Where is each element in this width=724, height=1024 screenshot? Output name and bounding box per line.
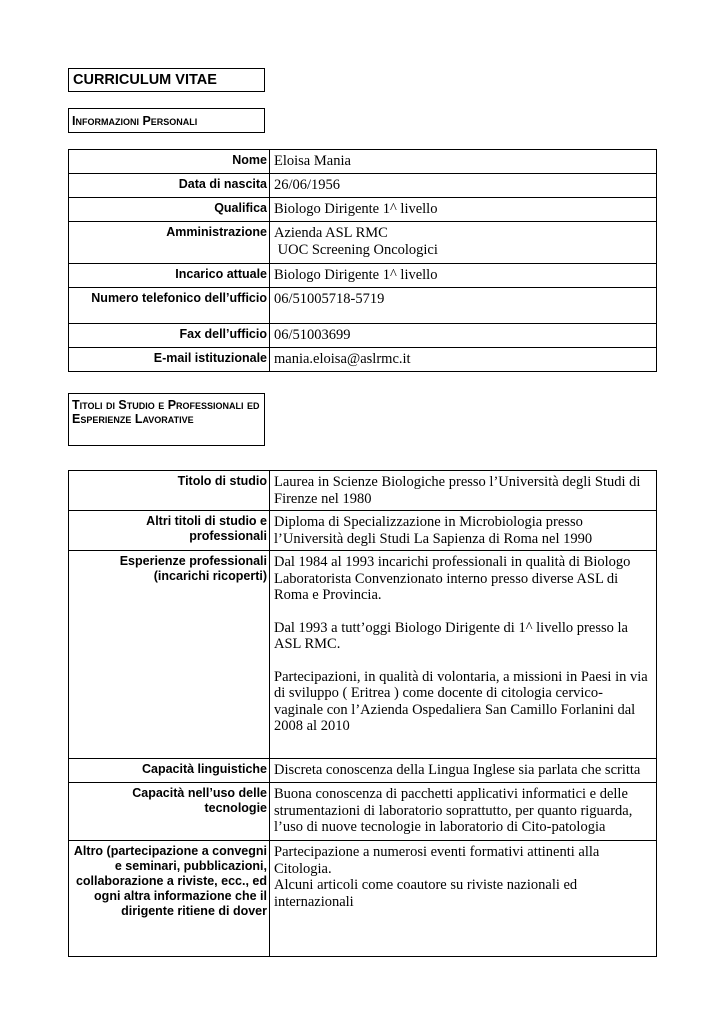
row-value [270,841,657,957]
table-row [69,174,657,198]
table-row [69,198,657,222]
row-label: Altro (partecipazione a convegni e seminari, pubblicazioni, collaborazione a riviste, ecc., ed ogni altra informazione che il dirigente ritiene di dover [69,841,270,957]
table-row [69,222,657,264]
value-line: Azienda ASL RMC [274,225,388,241]
table-row [69,324,657,348]
row-label: Capacità linguistiche [69,759,270,783]
table-row [69,471,657,511]
row-label: Fax dell’ufficio [69,324,270,348]
row-value: Buona conoscenza di pacchetti applicativi informatici e delle strumentazioni di laboratorio soprattutto, per quanto riguarda, l’uso di nuove tecnologie in laboratorio di Cito-patologia [270,783,657,841]
row-value [270,222,657,264]
table-row [69,511,657,551]
table-row [69,841,657,957]
row-label: Esperienze professionali (incarichi ricoperti) [69,551,270,759]
row-label: Altri titoli di studio e professionali [69,511,270,551]
row-value: Eloisa Mania [270,150,657,174]
value-line: UOC Screening Oncologici [274,241,438,258]
table-row [69,150,657,174]
row-label: E-mail istituzionale [69,348,270,372]
row-value: Biologo Dirigente 1^ livello [270,264,657,288]
table-row [69,264,657,288]
section-heading-personal: Informazioni Personali [68,108,265,133]
row-value: 26/06/1956 [270,174,657,198]
row-value: 06/51003699 [270,324,657,348]
table-row [69,783,657,841]
table-row [69,551,657,759]
table-row [69,348,657,372]
row-label: Data di nascita [69,174,270,198]
row-label: Amministrazione [69,222,270,264]
row-label: Numero telefonico dell’ufficio [69,288,270,324]
experience-paragraph: Dal 1984 al 1993 incarichi professionali in qualità di Biologo Laboratorista Convenzionato interno presso diverse ASL di Roma e Provincia. [274,554,631,603]
row-value: Discreta conoscenza della Lingua Inglese sia parlata che scritta [270,759,657,783]
experience-paragraph: Dal 1993 a tutt’oggi Biologo Dirigente di 1^ livello presso la ASL RMC. [274,619,628,652]
section-heading-studies: Titoli di Studio e Professionali ed Esperienze Lavorative [68,393,265,446]
row-value: 06/51005718-5719 [270,288,657,324]
page-title: CURRICULUM VITAE [68,68,265,92]
table-row [69,759,657,783]
personal-info-table [68,149,657,372]
row-value: mania.eloisa@aslrmc.it [270,348,657,372]
studies-table [68,470,657,957]
row-value: Diploma di Specializzazione in Microbiologia presso l’Università degli Studi La Sapienza di Roma nel 1990 [270,511,657,551]
row-label: Capacità nell’uso delle tecnologie [69,783,270,841]
value-line: Partecipazione a numerosi eventi formativi attinenti alla Citologia. [274,844,600,877]
row-label: Titolo di studio [69,471,270,511]
table-row [69,288,657,324]
row-value [270,551,657,759]
row-label: Incarico attuale [69,264,270,288]
row-value: Laurea in Scienze Biologiche presso l’Università degli Studi di Firenze nel 1980 [270,471,657,511]
row-label: Nome [69,150,270,174]
experience-paragraph: Partecipazioni, in qualità di volontaria, a missioni in Paesi in via di sviluppo ( Eritrea ) come docente di citologia cervico-vaginale con l’Azienda Ospedaliera San Camillo Forlanini dal 2008 al 2010 [274,668,648,734]
row-label: Qualifica [69,198,270,222]
row-value: Biologo Dirigente 1^ livello [270,198,657,222]
value-line: Alcuni articoli come coautore su riviste nazionali ed internazionali [274,877,578,910]
